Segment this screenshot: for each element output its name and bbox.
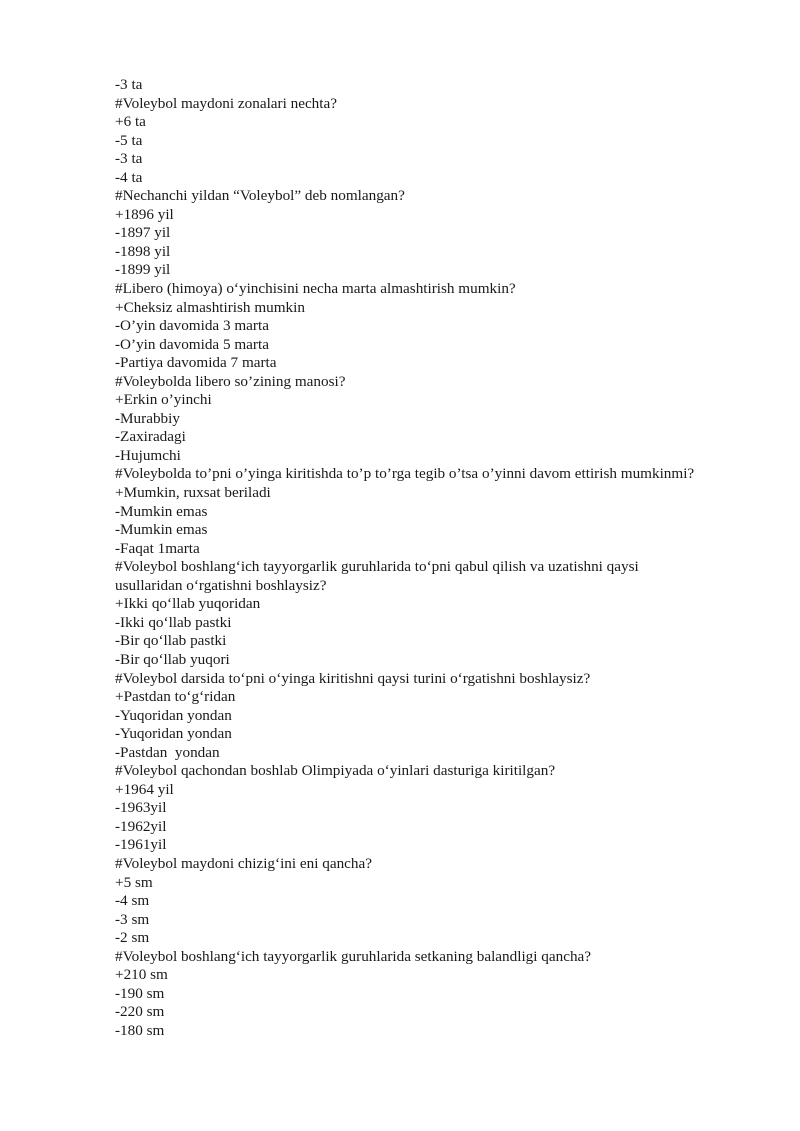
answer-option-line: -1963yil [115, 799, 167, 817]
correct-answer-line: +Cheksiz almashtirish mumkin [115, 298, 305, 316]
answer-option-line: -Mumkin emas [115, 502, 208, 520]
answer-option-line: -3 sm [115, 910, 150, 928]
question-line: #Voleybol darsida to‘pni o‘yinga kiritishni qaysi turini o‘rgatishni boshlaysiz? [115, 669, 591, 687]
correct-answer-line: +5 sm [115, 873, 153, 891]
correct-answer-line: +Mumkin, ruxsat beriladi [115, 484, 271, 502]
answer-option-line: -Hujumchi [115, 446, 181, 464]
correct-answer-line: +1896 yil [115, 205, 174, 223]
correct-answer-line: +1964 yil [115, 780, 174, 798]
answer-option-line: -220 sm [115, 1003, 165, 1021]
answer-option-line: -Mumkin emas [115, 521, 208, 539]
answer-option-line: -3 ta [115, 76, 143, 93]
question-line: #Voleybol maydoni chizig‘ini eni qancha? [115, 854, 372, 872]
answer-option-line: -Partiya davomida 7 marta [115, 354, 277, 372]
answer-option-line: -O’yin davomida 5 marta [115, 335, 269, 353]
answer-option-line: -3 ta [115, 150, 143, 168]
answer-option-line: -Pastdan yondan [115, 743, 220, 761]
answer-option-line: -Ikki qo‘llab pastki [115, 613, 232, 631]
answer-option-line: -190 sm [115, 984, 165, 1002]
answer-option-line: -Yuqoridan yondan [115, 725, 232, 743]
answer-option-line: -Bir qo‘llab yuqori [115, 650, 230, 668]
question-line: #Libero (himoya) o‘yinchisini necha marta almashtirish mumkin? [115, 280, 516, 298]
correct-answer-line: +210 sm [115, 966, 168, 984]
answer-option-line: -4 sm [115, 892, 150, 910]
answer-option-line: -1899 yil [115, 261, 171, 279]
question-line: #Voleybolda to’pni o’yinga kiritishda to’p to’rga tegib o’tsa o’yinni davom ettirish mumkinmi? [115, 465, 695, 483]
question-line: #Voleybol qachondan boshlab Olimpiyada o‘yinlari dasturiga kiritilgan? [115, 762, 556, 780]
answer-option-line: -1962yil [115, 817, 167, 835]
question-line: #Nechanchi yildan “Voleybol” deb nomlangan? [115, 187, 405, 205]
question-line: #Voleybol boshlang‘ich tayyorgarlik guruhlarida setkaning balandligi qancha? [115, 947, 592, 965]
answer-option-line: -1961yil [115, 836, 167, 854]
correct-answer-line: +Ikki qo‘llab yuqoridan [115, 595, 261, 613]
answer-option-line: -4 ta [115, 168, 143, 186]
question-continuation-line: usullaridan o‘rgatishni boshlaysiz? [115, 576, 327, 594]
correct-answer-line: +6 ta [115, 113, 146, 131]
answer-option-line: -Murabbiy [115, 409, 180, 427]
correct-answer-line: +Pastdan to‘g‘ridan [115, 688, 236, 706]
answer-option-line: -Zaxiradagi [115, 428, 186, 446]
answer-option-line: -Bir qo‘llab pastki [115, 632, 227, 650]
answer-option-line: -Yuqoridan yondan [115, 706, 232, 724]
correct-answer-line: +Erkin o’yinchi [115, 391, 212, 409]
document-text [115, 76, 755, 1040]
question-line: #Voleybolda libero so’zining manosi? [115, 372, 346, 390]
question-line: #Voleybol boshlang‘ich tayyorgarlik guruhlarida to‘pni qabul qilish va uzatishni qaysi [115, 558, 639, 576]
question-line: #Voleybol maydoni zonalari nechta? [115, 94, 337, 112]
answer-option-line: -O’yin davomida 3 marta [115, 317, 269, 335]
answer-option-line: -180 sm [115, 1021, 165, 1039]
answer-option-line: -2 sm [115, 929, 150, 947]
answer-option-line: -Faqat 1marta [115, 539, 200, 557]
answer-option-line: -1898 yil [115, 242, 171, 260]
answer-option-line: -5 ta [115, 131, 143, 149]
answer-option-line: -1897 yil [115, 224, 171, 242]
